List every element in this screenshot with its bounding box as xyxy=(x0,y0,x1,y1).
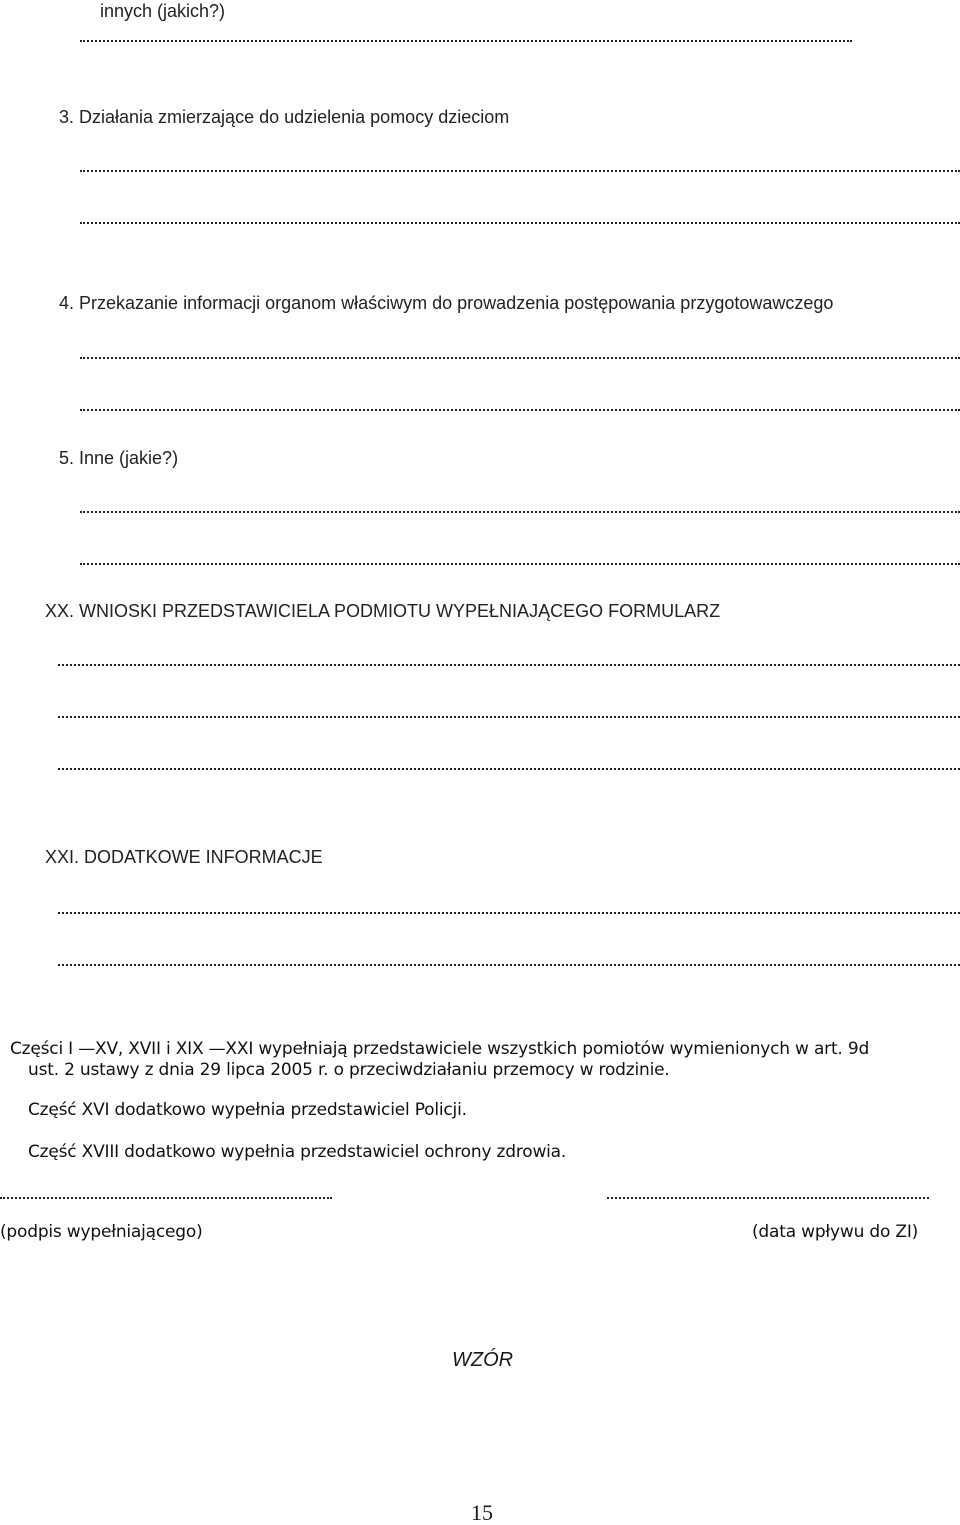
answer-line[interactable] xyxy=(58,768,960,770)
answer-line[interactable] xyxy=(58,912,960,914)
note-line-1: Części I —XV, XVII i XIX —XXI wypełniają przedstawiciele wszystkich pomiotów wymienionych w art. 9d xyxy=(10,1039,870,1059)
note-line-4: Część XVIII dodatkowo wypełnia przedstawiciel ochrony zdrowia. xyxy=(28,1142,567,1162)
answer-line[interactable] xyxy=(80,170,960,172)
template-watermark: WZÓR xyxy=(452,1349,514,1371)
answer-line[interactable] xyxy=(80,409,960,411)
answer-line[interactable] xyxy=(80,222,960,224)
date-line[interactable] xyxy=(607,1197,929,1199)
note-line-3: Część XVI dodatkowo wypełnia przedstawiciel Policji. xyxy=(28,1100,467,1120)
section-xxi-heading: XXI. DODATKOWE INFORMACJE xyxy=(45,847,323,867)
answer-line[interactable] xyxy=(80,40,852,42)
answer-line[interactable] xyxy=(58,664,960,666)
date-received-label: (data wpływu do ZI) xyxy=(752,1222,919,1242)
item-5-label: 5. Inne (jakie?) xyxy=(59,448,179,468)
signature-line[interactable] xyxy=(0,1197,332,1199)
signature-label: (podpis wypełniającego) xyxy=(0,1222,203,1242)
item-other-question: innych (jakich?) xyxy=(100,1,226,21)
item-4-label: 4. Przekazanie informacji organom właściwym do prowadzenia postępowania przygotowawczego xyxy=(59,293,834,313)
note-line-2: ust. 2 ustawy z dnia 29 lipca 2005 r. o przeciwdziałaniu przemocy w rodzinie. xyxy=(28,1060,670,1080)
answer-line[interactable] xyxy=(58,964,960,966)
section-xx-heading: XX. WNIOSKI PRZEDSTAWICIELA PODMIOTU WYPEŁNIAJĄCEGO FORMULARZ xyxy=(45,601,721,621)
page-number: 15 xyxy=(471,1500,493,1525)
item-3-label: 3. Działania zmierzające do udzielenia pomocy dzieciom xyxy=(59,107,510,127)
answer-line[interactable] xyxy=(58,716,960,718)
answer-line[interactable] xyxy=(80,511,960,513)
answer-line[interactable] xyxy=(80,563,960,565)
answer-line[interactable] xyxy=(80,357,960,359)
